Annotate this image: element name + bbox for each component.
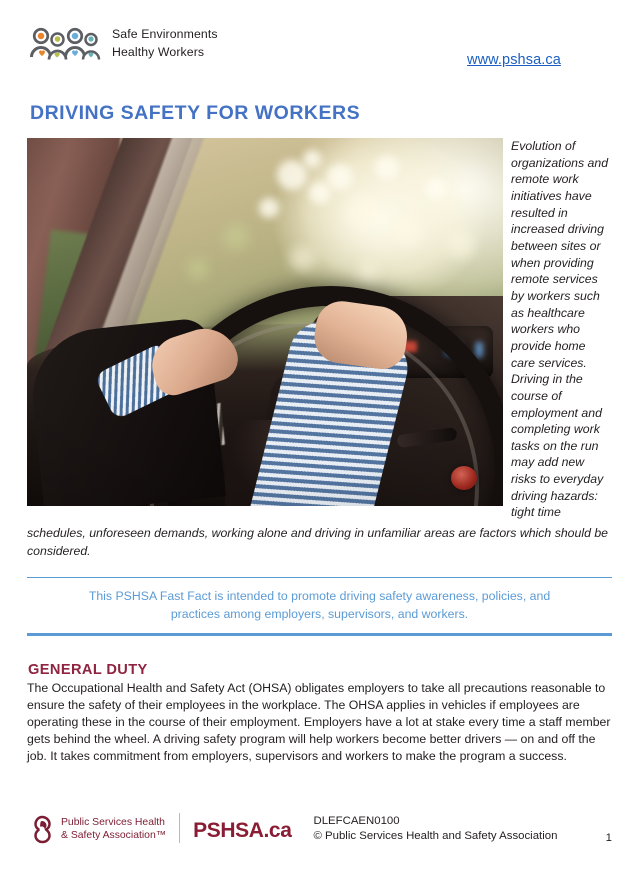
general-duty-body: The Occupational Health and Safety Act (OHSA) obligates employers to take all precautions reasonable to ensure the safety of their employees in the workplace. The OHSA applies in vehicles if employees are operating these in the course of their employment. Employers have a lot at stake every time a staff member gets behind the wheel. A driving safety program will help workers become better drivers — on and off the job. It takes commitment from employers, supervisors and workers to make the program a success. [27, 680, 611, 764]
copyright-notice: © Public Services Health and Safety Association [313, 829, 558, 842]
callout-box [27, 578, 612, 633]
footer-association-name [61, 816, 166, 843]
brand-lockup [27, 26, 218, 62]
brand-tagline-line2: Healthy Workers [112, 45, 205, 59]
photo-dash-indicator-blue [475, 342, 483, 358]
pshsa-people-logo-icon [27, 26, 103, 62]
website-link[interactable]: www.pshsa.ca [467, 52, 561, 68]
photo-bokeh [303, 150, 321, 168]
hero-block [27, 138, 612, 560]
photo-bokeh [277, 160, 307, 190]
brand-tagline-line1: Safe Environments [112, 27, 218, 42]
photo-bokeh [187, 258, 209, 280]
photo-bokeh [327, 164, 353, 190]
hero-sidebar-paragraph: Evolution of organizations and remote work initiatives have resulted in increased driving between sites or when providing remote services by workers such as healthcare workers who provide home care services. Driving in the course of employment and completing work tasks on the run may add new risks to everyday driving hazards: tight time [511, 139, 609, 520]
footer-association-line1: Public Services Health [61, 816, 165, 828]
photo-bokeh [309, 182, 331, 204]
footer-association-line2: & Safety Association™ [61, 830, 167, 841]
footer-divider [179, 813, 180, 843]
hero-continuation-text: schedules, unforeseen demands, working alone and driving in unfamiliar areas are factors which should be considered. [27, 526, 609, 558]
page-footer [27, 813, 612, 844]
page-title: DRIVING SAFETY FOR WORKERS [30, 102, 361, 124]
footer-brand: PSHSA.ca [193, 819, 292, 842]
trillium-icon [27, 814, 57, 844]
general-duty-section [27, 662, 612, 766]
callout-rule-bottom [27, 633, 612, 636]
photo-bokeh [357, 262, 379, 284]
photo-bokeh [393, 216, 423, 246]
photo-bokeh [345, 194, 379, 228]
photo-bokeh [425, 178, 447, 200]
photo-bokeh [223, 224, 249, 250]
driving-photo [27, 138, 503, 506]
photo-bokeh [259, 198, 279, 218]
callout-text: This PSHSA Fast Fact is intended to promote driving safety awareness, policies, and practices among employers, supervisors, and workers. [88, 589, 551, 621]
photo-bokeh [375, 156, 399, 180]
document-code: DLEFCAEN0100 [313, 814, 400, 827]
footer-association-mark [27, 814, 166, 844]
general-duty-heading: GENERAL DUTY [28, 661, 148, 678]
photo-bokeh [447, 230, 475, 258]
page-header [27, 0, 612, 78]
brand-tagline [112, 26, 218, 62]
photo-bokeh [289, 246, 315, 272]
photo-red-button [451, 466, 477, 490]
page-number: 1 [605, 832, 612, 844]
footer-metadata [313, 814, 595, 844]
